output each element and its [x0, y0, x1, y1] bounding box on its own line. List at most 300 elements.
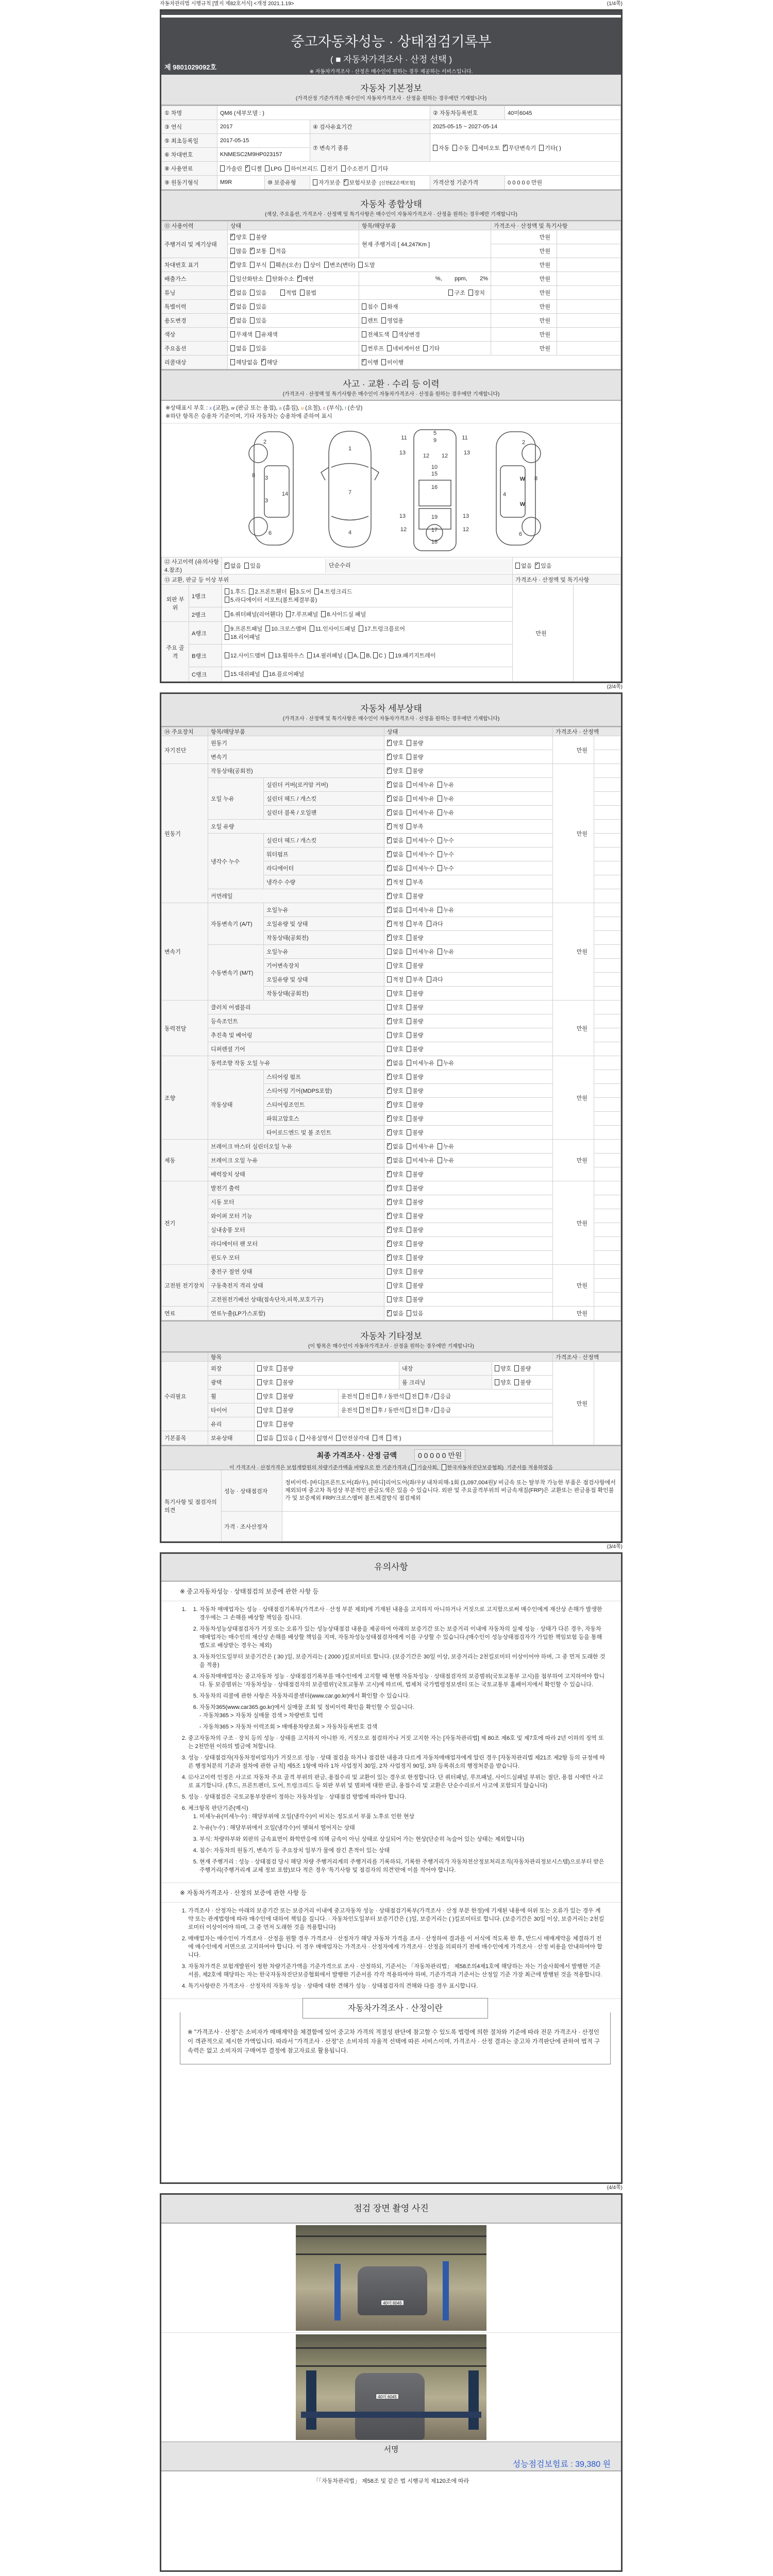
checkbox[interactable] [307, 652, 312, 658]
checkbox[interactable] [250, 262, 255, 268]
checkbox[interactable] [286, 611, 291, 617]
checkbox-option[interactable] [387, 1295, 404, 1303]
checkbox-option[interactable] [313, 178, 341, 187]
checkbox-option[interactable] [515, 562, 532, 570]
checkbox[interactable] [362, 359, 366, 365]
checkbox-option[interactable] [407, 1114, 423, 1123]
price-input[interactable] [594, 778, 621, 792]
price-input[interactable] [594, 987, 621, 1001]
checkbox-option[interactable] [407, 739, 423, 747]
part-option[interactable] [225, 611, 283, 619]
checkbox[interactable] [434, 1407, 439, 1413]
checkbox[interactable] [387, 1213, 392, 1219]
checkbox[interactable] [438, 907, 442, 913]
checkbox[interactable] [387, 1255, 392, 1261]
checkbox[interactable] [230, 303, 235, 310]
checkbox-option[interactable] [407, 1267, 423, 1276]
checkbox-option[interactable] [387, 850, 404, 858]
checkbox-option[interactable] [344, 178, 377, 187]
checkbox[interactable] [297, 276, 302, 282]
price-input[interactable] [594, 1028, 621, 1042]
checkbox-option[interactable] [230, 316, 247, 325]
checkbox[interactable] [250, 248, 255, 254]
checkbox-option[interactable] [387, 1045, 404, 1053]
checkbox[interactable] [372, 1393, 377, 1399]
checkbox-option[interactable] [387, 947, 404, 956]
checkbox[interactable] [407, 782, 411, 788]
checkbox-option[interactable] [230, 247, 247, 255]
checkbox[interactable] [250, 317, 255, 324]
checkbox-option[interactable] [407, 1281, 423, 1290]
part-option[interactable] [249, 588, 287, 596]
checkbox[interactable] [230, 248, 235, 254]
checkbox-option[interactable] [407, 947, 434, 956]
checkbox-option[interactable] [373, 1434, 384, 1442]
checkbox-option[interactable] [230, 233, 247, 241]
checkbox-option[interactable] [407, 1156, 434, 1164]
checkbox-option[interactable] [250, 302, 266, 311]
checkbox-option[interactable] [250, 344, 266, 352]
price-input[interactable] [557, 300, 621, 314]
checkbox[interactable] [277, 1435, 281, 1441]
checkbox-option[interactable] [230, 289, 247, 297]
checkbox-option[interactable] [387, 1087, 404, 1095]
checkbox[interactable] [314, 588, 319, 595]
checkbox-option[interactable] [407, 1128, 423, 1137]
checkbox[interactable] [407, 1129, 411, 1136]
checkbox[interactable] [230, 262, 235, 268]
checkbox-option[interactable] [438, 1156, 454, 1164]
checkbox[interactable] [387, 865, 392, 871]
checkbox[interactable] [407, 1101, 411, 1108]
price-input[interactable] [557, 342, 621, 355]
part-option[interactable] [314, 588, 352, 596]
checkbox-option[interactable] [261, 358, 278, 366]
checkbox[interactable] [418, 1407, 423, 1413]
checkbox-option[interactable] [277, 1364, 293, 1372]
checkbox-option[interactable] [407, 850, 434, 858]
checkbox[interactable] [387, 1310, 392, 1316]
checkbox[interactable] [304, 262, 309, 268]
part-option[interactable] [265, 625, 306, 633]
checkbox[interactable] [277, 1421, 281, 1427]
checkbox[interactable] [514, 1365, 519, 1371]
part-option[interactable] [389, 652, 435, 660]
checkbox-option[interactable] [387, 781, 404, 789]
checkbox-option[interactable] [407, 1031, 423, 1039]
checkbox[interactable] [387, 1101, 392, 1108]
checkbox[interactable] [225, 634, 229, 640]
checkbox[interactable] [407, 976, 411, 982]
checkbox[interactable] [249, 588, 254, 595]
checkbox-option[interactable] [407, 1045, 423, 1053]
checkbox-option[interactable] [438, 808, 454, 817]
checkbox-option[interactable] [265, 165, 282, 172]
checkbox[interactable] [495, 1379, 499, 1385]
checkbox[interactable] [265, 165, 270, 172]
checkbox[interactable] [438, 948, 442, 955]
checkbox[interactable] [387, 837, 392, 843]
checkbox[interactable] [250, 290, 255, 296]
checkbox[interactable] [225, 625, 229, 632]
checkbox-option[interactable] [387, 1059, 404, 1067]
price-input[interactable] [594, 1014, 621, 1028]
checkbox[interactable] [225, 563, 229, 569]
checkbox[interactable] [433, 145, 438, 151]
checkbox[interactable] [387, 893, 392, 899]
checkbox-option[interactable] [362, 344, 384, 352]
price-input[interactable] [594, 1084, 621, 1098]
checkbox[interactable] [442, 1464, 446, 1470]
checkbox[interactable] [434, 1393, 439, 1399]
price-input[interactable] [594, 1112, 621, 1126]
checkbox[interactable] [261, 359, 266, 365]
checkbox[interactable] [387, 1088, 392, 1094]
checkbox-option[interactable] [438, 1142, 454, 1150]
checkbox-option[interactable] [257, 1392, 274, 1400]
checkbox[interactable] [407, 990, 411, 996]
checkbox-option[interactable] [411, 1463, 438, 1471]
part-option[interactable] [321, 611, 366, 619]
checkbox[interactable] [387, 740, 392, 746]
checkbox-option[interactable] [452, 144, 469, 152]
checkbox[interactable] [438, 1060, 442, 1066]
checkbox[interactable] [423, 345, 428, 351]
checkbox[interactable] [387, 1046, 392, 1052]
checkbox[interactable] [438, 865, 442, 871]
checkbox[interactable] [407, 1310, 411, 1316]
checkbox-option[interactable] [535, 562, 551, 570]
checkbox[interactable] [407, 865, 411, 871]
checkbox-option[interactable] [407, 1100, 423, 1109]
price-input[interactable] [594, 834, 621, 848]
checkbox[interactable] [277, 1379, 281, 1385]
checkbox-option[interactable] [514, 1364, 531, 1372]
checkbox[interactable] [220, 165, 225, 172]
checkbox[interactable] [230, 359, 235, 365]
checkbox-option[interactable] [495, 1378, 511, 1386]
checkbox[interactable] [230, 317, 235, 324]
price-input[interactable] [594, 945, 621, 959]
checkbox[interactable] [373, 1435, 377, 1441]
checkbox[interactable] [387, 962, 392, 969]
checkbox-option[interactable] [387, 892, 404, 900]
checkbox[interactable] [225, 652, 229, 658]
checkbox[interactable] [321, 165, 326, 172]
checkbox[interactable] [225, 588, 229, 595]
checkbox-option[interactable] [387, 794, 404, 803]
price-input[interactable] [594, 931, 621, 945]
checkbox-option[interactable] [407, 1017, 423, 1025]
checkbox-option[interactable] [438, 836, 454, 844]
checkbox[interactable] [407, 1157, 411, 1163]
price-input[interactable] [594, 848, 621, 861]
checkbox-option[interactable] [387, 344, 420, 352]
checkbox-option[interactable] [257, 1434, 274, 1442]
checkbox-option[interactable] [407, 934, 423, 942]
checkbox[interactable] [225, 611, 229, 617]
checkbox-option[interactable] [285, 164, 318, 173]
price-input[interactable] [594, 1042, 621, 1056]
checkbox[interactable] [387, 795, 392, 802]
checkbox-option[interactable] [438, 794, 454, 803]
checkbox-option[interactable] [407, 836, 434, 844]
checkbox[interactable] [387, 782, 392, 788]
checkbox-option[interactable] [407, 961, 423, 970]
price-input[interactable] [594, 1307, 621, 1320]
checkbox-option[interactable] [468, 289, 485, 297]
checkbox[interactable] [407, 1115, 411, 1122]
checkbox-option[interactable] [387, 1253, 404, 1262]
checkbox[interactable] [407, 948, 411, 955]
checkbox[interactable] [387, 823, 392, 829]
checkbox[interactable] [270, 262, 275, 268]
checkbox[interactable] [230, 234, 235, 240]
checkbox[interactable] [310, 625, 314, 632]
checkbox-option[interactable] [387, 1267, 404, 1276]
price-input[interactable] [594, 1251, 621, 1265]
checkbox-option[interactable] [270, 261, 301, 269]
checkbox-option[interactable] [257, 1364, 274, 1372]
checkbox[interactable] [381, 317, 386, 324]
checkbox-option[interactable] [250, 247, 266, 255]
checkbox[interactable] [448, 290, 453, 296]
checkbox[interactable] [407, 1268, 411, 1275]
price-input[interactable] [594, 806, 621, 820]
checkbox[interactable] [277, 1393, 281, 1399]
checkbox-option[interactable] [407, 1212, 423, 1220]
checkbox[interactable] [359, 1393, 364, 1399]
price-input[interactable] [594, 861, 621, 875]
price-input[interactable] [594, 1167, 621, 1181]
checkbox[interactable] [407, 1088, 411, 1094]
checkbox[interactable] [407, 754, 411, 760]
price-input[interactable] [594, 1209, 621, 1223]
checkbox[interactable] [257, 1365, 262, 1371]
checkbox-option[interactable] [438, 864, 454, 872]
checkbox-option[interactable] [270, 247, 287, 255]
checkbox[interactable] [407, 1227, 411, 1233]
checkbox[interactable] [387, 754, 392, 760]
price-input[interactable] [594, 792, 621, 806]
checkbox[interactable] [387, 1129, 392, 1136]
checkbox-option[interactable] [381, 302, 398, 311]
checkbox-option[interactable] [407, 989, 423, 997]
checkbox[interactable] [438, 851, 442, 857]
price-input[interactable] [594, 1195, 621, 1209]
checkbox-option[interactable] [539, 144, 561, 152]
checkbox[interactable] [535, 563, 540, 569]
price-input[interactable] [594, 903, 621, 917]
checkbox[interactable] [389, 652, 394, 658]
checkbox[interactable] [277, 1407, 281, 1413]
checkbox-option[interactable] [427, 975, 443, 984]
price-input[interactable] [594, 1056, 621, 1070]
checkbox-option[interactable] [407, 767, 423, 775]
checkbox[interactable] [245, 165, 250, 172]
part-option[interactable] [225, 588, 246, 596]
checkbox[interactable] [407, 837, 411, 843]
checkbox[interactable] [407, 879, 411, 885]
checkbox-option[interactable] [387, 1240, 404, 1248]
checkbox-option[interactable] [387, 1156, 404, 1164]
checkbox-option[interactable] [407, 1170, 423, 1178]
checkbox-option[interactable] [256, 330, 278, 338]
checkbox[interactable] [438, 809, 442, 816]
part-option[interactable] [225, 596, 317, 604]
checkbox-option[interactable] [387, 975, 404, 984]
checkbox-option[interactable] [381, 316, 404, 325]
checkbox[interactable] [344, 179, 348, 185]
checkbox[interactable] [411, 1464, 416, 1470]
checkbox[interactable] [341, 165, 346, 172]
part-option[interactable] [225, 633, 260, 641]
price-input[interactable] [557, 314, 621, 328]
checkbox[interactable] [300, 290, 305, 296]
checkbox[interactable] [362, 345, 366, 351]
checkbox-option[interactable] [297, 275, 314, 283]
price-input[interactable] [557, 244, 621, 258]
checkbox[interactable] [387, 990, 392, 996]
price-input[interactable] [594, 959, 621, 973]
checkbox-option[interactable] [250, 233, 266, 241]
checkbox[interactable] [387, 935, 392, 941]
checkbox[interactable] [250, 234, 255, 240]
checkbox-option[interactable] [407, 1059, 434, 1067]
checkbox-option[interactable] [387, 1212, 404, 1220]
checkbox[interactable] [387, 1199, 392, 1205]
price-input[interactable] [557, 258, 621, 272]
part-option[interactable] [307, 652, 386, 660]
checkbox-option[interactable] [387, 1100, 404, 1109]
price-input[interactable] [594, 820, 621, 834]
checkbox-option[interactable] [407, 1073, 423, 1081]
checkbox-option[interactable] [407, 1253, 423, 1262]
checkbox-option[interactable] [381, 358, 404, 366]
checkbox-option[interactable] [407, 808, 434, 817]
price-input[interactable] [557, 272, 621, 286]
checkbox[interactable] [359, 1407, 364, 1413]
checkbox-option[interactable] [230, 261, 247, 269]
checkbox[interactable] [387, 879, 392, 885]
checkbox[interactable] [321, 611, 326, 617]
price-input[interactable] [594, 973, 621, 987]
checkbox-option[interactable] [257, 1406, 274, 1414]
checkbox[interactable] [387, 1268, 392, 1275]
checkbox[interactable] [407, 1199, 411, 1205]
checkbox-option[interactable] [257, 1420, 274, 1428]
checkbox-option[interactable] [407, 781, 434, 789]
checkbox-option[interactable] [442, 1463, 504, 1471]
checkbox[interactable] [407, 907, 411, 913]
checkbox[interactable] [225, 597, 229, 603]
checkbox[interactable] [230, 331, 235, 337]
price-input[interactable] [594, 1237, 621, 1251]
checkbox[interactable] [438, 1143, 442, 1149]
checkbox-option[interactable] [433, 144, 449, 152]
checkbox-option[interactable] [250, 261, 266, 269]
checkbox[interactable] [503, 145, 508, 151]
checkbox[interactable] [407, 1185, 411, 1191]
checkbox-option[interactable] [387, 1198, 404, 1206]
part-option[interactable] [225, 652, 265, 660]
checkbox-option[interactable] [277, 1420, 293, 1428]
checkbox[interactable] [438, 837, 442, 843]
checkbox[interactable] [387, 1060, 392, 1066]
checkbox-option[interactable] [423, 344, 440, 352]
price-input[interactable] [594, 1362, 621, 1445]
checkbox[interactable] [277, 1365, 281, 1371]
checkbox[interactable] [280, 290, 285, 296]
checkbox-option[interactable] [438, 781, 454, 789]
checkbox-option[interactable] [407, 906, 434, 914]
checkbox[interactable] [393, 331, 397, 337]
checkbox[interactable] [387, 1296, 392, 1302]
checkbox[interactable] [290, 588, 295, 595]
checkbox[interactable] [407, 1074, 411, 1080]
checkbox[interactable] [387, 907, 392, 913]
checkbox[interactable] [387, 345, 392, 351]
price-input[interactable] [574, 585, 621, 682]
checkbox[interactable] [387, 1241, 392, 1247]
checkbox[interactable] [387, 1171, 392, 1177]
checkbox[interactable] [362, 317, 366, 324]
checkbox-option[interactable] [438, 850, 454, 858]
checkbox-option[interactable] [387, 1281, 404, 1290]
checkbox[interactable] [387, 1227, 392, 1233]
checkbox[interactable] [427, 921, 431, 927]
checkbox-option[interactable] [407, 975, 423, 984]
checkbox[interactable] [407, 1046, 411, 1052]
checkbox-option[interactable] [277, 1392, 293, 1400]
price-input[interactable] [594, 917, 621, 931]
price-input[interactable] [594, 1223, 621, 1237]
checkbox-option[interactable] [387, 1184, 404, 1192]
checkbox[interactable] [407, 1018, 411, 1024]
checkbox[interactable] [336, 1435, 341, 1441]
checkbox[interactable] [386, 1435, 391, 1441]
price-input[interactable] [594, 889, 621, 903]
checkbox[interactable] [468, 290, 473, 296]
checkbox[interactable] [427, 976, 431, 982]
checkbox-option[interactable] [438, 1059, 454, 1067]
part-option[interactable] [310, 625, 356, 633]
checkbox[interactable] [515, 563, 520, 569]
checkbox-option[interactable] [230, 330, 253, 338]
checkbox[interactable] [257, 1379, 262, 1385]
checkbox[interactable] [257, 1435, 262, 1441]
checkbox-option[interactable] [372, 164, 388, 173]
checkbox[interactable] [257, 1407, 262, 1413]
price-input[interactable] [594, 1293, 621, 1307]
checkbox-option[interactable] [393, 330, 421, 338]
checkbox-option[interactable] [266, 275, 294, 283]
checkbox[interactable] [250, 345, 255, 351]
checkbox[interactable] [407, 1060, 411, 1066]
checkbox-option[interactable] [300, 1434, 333, 1442]
checkbox-option[interactable] [407, 1309, 423, 1317]
checkbox-option[interactable] [300, 289, 316, 297]
checkbox[interactable] [407, 809, 411, 816]
checkbox[interactable] [270, 248, 275, 254]
checkbox-option[interactable] [220, 164, 242, 173]
checkbox[interactable] [263, 671, 268, 677]
checkbox-option[interactable] [387, 1073, 404, 1081]
checkbox[interactable] [230, 276, 235, 282]
part-option[interactable] [286, 611, 318, 619]
checkbox[interactable] [407, 962, 411, 969]
checkbox-option[interactable] [407, 1003, 423, 1011]
